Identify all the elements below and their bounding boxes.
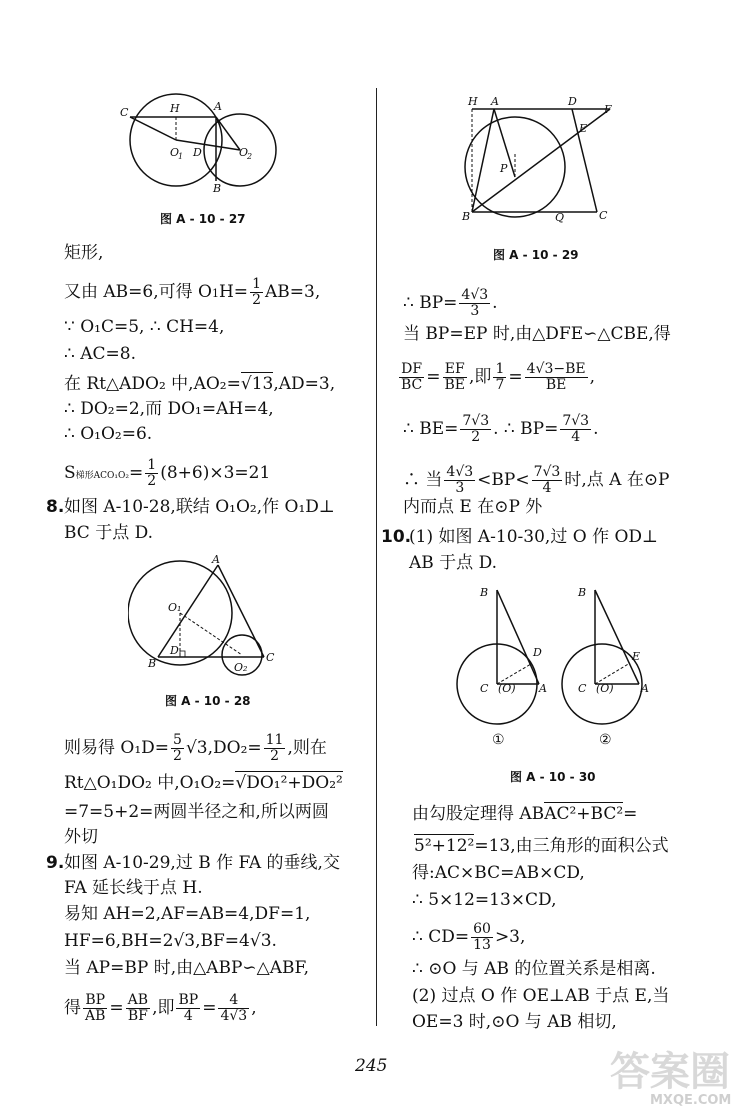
text-line: 得:AC×BC=AB×CD,	[412, 863, 585, 883]
label-b: B	[213, 182, 222, 195]
text-line: (1) 如图 A-10-30,过 O 作 OD⊥	[409, 527, 659, 547]
figure-caption: 图 A - 10 - 27	[160, 212, 246, 226]
watermark-url: MXQE.COM	[650, 1093, 732, 1108]
text-line: S梯形ACO₁O₂= $\frac{1}{2}$ (8+6)×3=21	[64, 457, 271, 489]
text-line: 易知 AH=2,AF=AB=4,DF=1,	[64, 904, 311, 924]
label-o: (O)	[596, 682, 614, 695]
figure-caption: 图 A - 10 - 28	[165, 694, 251, 708]
text-line: ∴ O₁O₂=6.	[64, 424, 153, 444]
text-line: ∴ DO₂=2,而 DO₁=AH=4,	[64, 399, 274, 419]
label-a: A	[641, 682, 649, 695]
text-line: ∴ BE= $\frac{7√3}{2}$ . ∴ BP= $\frac{7√3}{4}$ .	[403, 413, 599, 445]
text-line: 又由 AB=6,可得 O1H= $\frac{1}{2}$ AB=3,	[64, 276, 321, 308]
text-line: 当 BP=EP 时,由△DFE∽△CBE,得	[403, 324, 671, 344]
label-b: B	[578, 586, 587, 599]
text-line: 内而点 E 在⊙P 外	[403, 497, 543, 517]
text-line: 矩形,	[64, 243, 104, 263]
text-line: OE=3 时,⊙O 与 AB 相切,	[412, 1012, 617, 1032]
label-o: (O)	[498, 682, 516, 695]
text-line: 则易得 O₁D= $\frac{5}{2}$ √3,DO₂= $\frac{11}{2}$ ,则在	[64, 732, 327, 764]
label-c: C	[120, 106, 129, 119]
label-b: B	[148, 657, 157, 670]
question-number: 10.	[381, 527, 412, 547]
text-line: 得 $\frac{BP}{AB}$ = $\frac{AB}{BF}$ ,即 $\frac{BP}{4}$ = $\frac{4}{4√3}$ ,	[64, 992, 257, 1024]
text-line: ∴ ⊙O 与 AB 的位置关系是相离.	[412, 959, 656, 979]
text-line: ∴ 5×12=13×CD,	[412, 890, 557, 910]
figure-caption: 图 A - 10 - 30	[510, 770, 596, 784]
text-line: HF=6,BH=2√3,BF=4√3.	[64, 931, 277, 951]
question-number: 9.	[46, 853, 65, 873]
label-b: B	[462, 210, 471, 223]
figure-a-10-30	[450, 580, 670, 745]
sub-figure-1: ①	[492, 732, 505, 745]
label-c: C	[599, 209, 608, 222]
label-p: P	[500, 162, 508, 175]
figure-caption: 图 A - 10 - 29	[493, 248, 579, 262]
text-line: ∴ BP= $\frac{4√3}{3}$ .	[403, 287, 498, 319]
label-a: A	[214, 100, 222, 113]
label-q: Q	[555, 211, 565, 224]
label-o1: O₁	[168, 601, 182, 614]
figure-a-10-27	[118, 88, 288, 198]
text-line: ∴ 当 $\frac{4√3}{3}$ <BP< $\frac{7√3}{4}$ 时,点 A 在⊙P	[403, 464, 670, 496]
text-line: ∵ O₁C=5, ∴ CH=4,	[64, 317, 225, 337]
text-line: Rt△O₁DO₂ 中,O₁O₂=√DO₁²+DO₂²	[64, 773, 343, 793]
text-line: BC 于点 D.	[64, 523, 154, 543]
label-h: H	[170, 102, 180, 115]
label-b: B	[480, 586, 489, 599]
label-a: A	[539, 682, 547, 695]
watermark-logo: 答案圈	[610, 1049, 730, 1095]
text-line: 5²+12²=13,由三角形的面积公式	[414, 836, 669, 856]
text-line: $\frac{DF}{BC}$ = $\frac{EF}{BE}$ ,即 $\frac{1}{7}$ = $\frac{4√3-BE}{BE}$ ,	[401, 361, 595, 393]
label-a: A	[212, 553, 220, 566]
label-c: C	[266, 651, 275, 664]
text-line: 如图 A-10-29,过 B 作 FA 的垂线,交	[64, 853, 340, 873]
label-d: D	[170, 644, 179, 657]
label-a: A	[491, 95, 499, 108]
page-number: 245	[355, 1056, 388, 1076]
text-line: 在 Rt△ADO₂ 中,AO₂=√13,AD=3,	[64, 374, 336, 394]
text-line: =7=5+2=两圆半径之和,所以两圆	[64, 802, 329, 822]
text-line: 外切	[64, 827, 98, 847]
figure-a-10-28	[128, 553, 278, 678]
label-d: D	[193, 146, 202, 159]
figure-a-10-29	[460, 92, 620, 227]
sub-figure-2: ②	[599, 732, 612, 745]
label-f: F	[604, 103, 612, 116]
svg-text:2: 2	[247, 152, 253, 161]
label-d: D	[533, 646, 542, 659]
label-o2: O₂	[234, 661, 248, 674]
text-line: 如图 A-10-28,联结 O₁O₂,作 O₁D⊥	[64, 497, 335, 517]
column-divider	[376, 88, 377, 1026]
label-c: C	[578, 682, 587, 695]
text-line: ∴ CD= $\frac{60}{13}$ >3,	[412, 921, 526, 953]
question-number: 8.	[46, 497, 65, 517]
label-h: H	[468, 95, 478, 108]
text-line: AB 于点 D.	[409, 553, 498, 573]
label-e: E	[632, 650, 641, 663]
text-line: ∴ AC=8.	[64, 344, 136, 364]
text-line: (2) 过点 O 作 OE⊥AB 于点 E,当	[412, 986, 670, 1006]
label-e: E	[579, 122, 588, 135]
label-c: C	[480, 682, 489, 695]
svg-text:1: 1	[178, 152, 184, 161]
label-o2: O	[239, 146, 249, 159]
label-d: D	[568, 95, 577, 108]
text-line: 当 AP=BP 时,由△ABP∽△ABF,	[64, 958, 310, 978]
label-o1: O	[170, 146, 180, 159]
text-line: 由勾股定理得 ABAC²+BC²=	[412, 804, 638, 824]
text-line: FA 延长线于点 H.	[64, 878, 203, 898]
